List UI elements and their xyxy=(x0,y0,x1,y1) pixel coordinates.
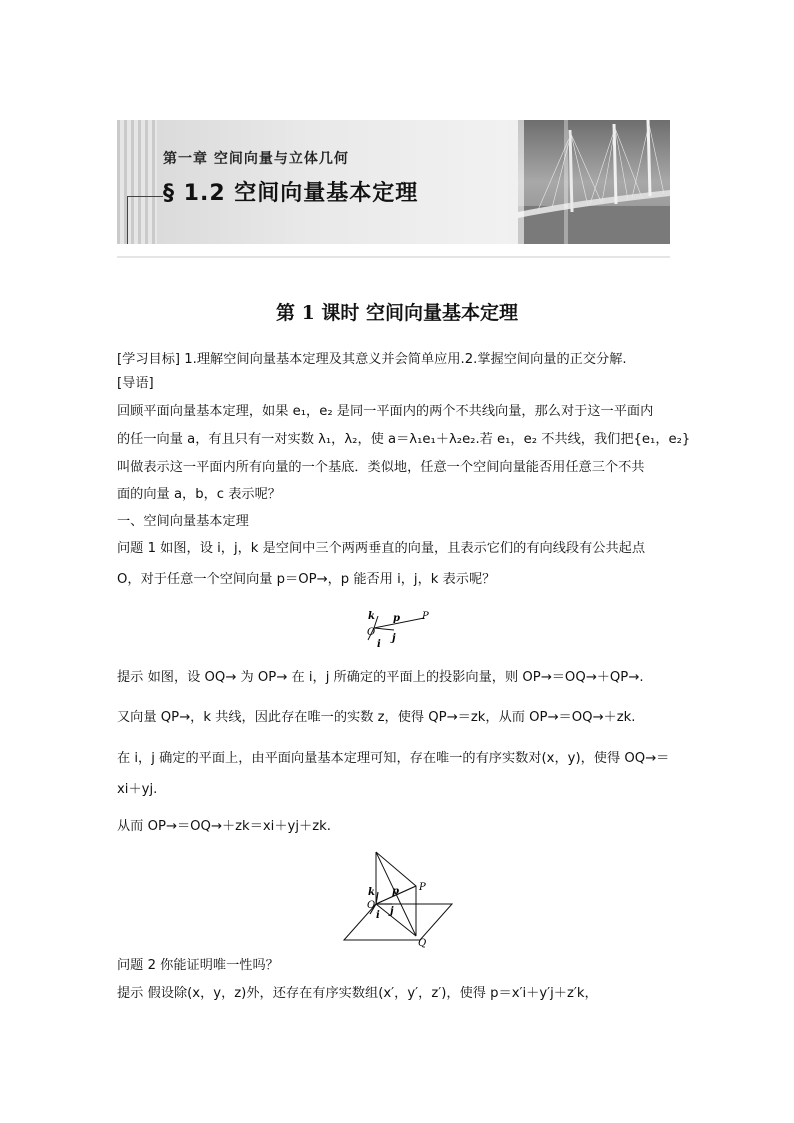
fig1-label-k: k xyxy=(368,611,375,622)
question-1-line-2: O，对于任意一个空间向量 p＝OP→，p 能否用 i，j，k 表示呢？ xyxy=(117,572,496,587)
chapter-title: 第一章 空间向量与立体几何 xyxy=(163,151,349,167)
banner-accent-line xyxy=(127,196,163,197)
fig2-label-O: O xyxy=(367,900,376,911)
intro-text-3: 叫做表示这一平面内所有向量的一个基底．类似地，任意一个空间向量能否用任意三个不共 xyxy=(117,460,645,475)
section-title: § 1.2 空间向量基本定理 xyxy=(163,181,419,206)
question-1-line-1: 问题 1 如图，设 i，j，k 是空间中三个两两垂直的向量，且表示它们的有向线段有公共起点 xyxy=(117,541,646,556)
question-2: 问题 2 你能证明唯一性吗？ xyxy=(117,958,279,973)
section-one-heading: 一、空间向量基本定理 xyxy=(117,514,249,529)
fig2-label-p: p xyxy=(392,886,399,897)
fig2-label-Q: Q xyxy=(418,938,427,949)
fig1-label-j: j xyxy=(392,633,396,644)
intro-text-1: 回顾平面向量基本定理，如果 e₁，e₂ 是同一平面内的两个不共线向量，那么对于这一平面内 xyxy=(117,404,654,419)
intro-text-2: 的任一向量 a，有且只有一对实数 λ₁，λ₂，使 a＝λ₁e₁＋λ₂e₂.若 e₁，e₂ 不共线，我们把{e₁，e₂} xyxy=(117,432,691,447)
fig1-label-p: p xyxy=(393,613,400,624)
hint-1-line-2: 又向量 QP→，k 共线，因此存在唯一的实数 z，使得 QP→＝zk，从而 OP→＝OQ→＋zk. xyxy=(117,710,636,725)
hint-2-line-1: 提示 假设除(x，y，z)外，还存在有序实数组(x′，y′，z′)，使得 p＝x′i＋y′j＋z′k， xyxy=(117,986,598,1001)
hint-1-line-4: xi＋yj. xyxy=(117,782,158,797)
hint-1-line-3: 在 i，j 确定的平面上，由平面向量基本定理可知，存在唯一的有序实数对(x，y)，使得 OQ→＝ xyxy=(117,751,670,766)
lesson-title: 第 1 课时 空间向量基本定理 xyxy=(275,302,519,324)
intro-text-4: 面的向量 a，b，c 表示呢？ xyxy=(117,487,281,502)
learning-goals: [学习目标] 1.理解空间向量基本定理及其意义并会简单应用.2.掌握空间向量的正交分解. xyxy=(117,352,627,367)
hint-1-line-1: 提示 如图，设 OQ→ 为 OP→ 在 i，j 所确定的平面上的投影向量，则 OP→＝OQ→＋QP→. xyxy=(117,670,644,685)
figure-1 xyxy=(360,606,440,654)
fig2-label-i: i xyxy=(376,910,380,921)
figure-2 xyxy=(340,848,456,952)
fig2-label-P: P xyxy=(419,882,426,893)
fig1-label-i: i xyxy=(377,639,381,650)
banner-accent-vline xyxy=(127,196,128,244)
fig1-label-P: P xyxy=(422,611,429,622)
banner-stripes xyxy=(117,120,157,244)
hint-1-line-5: 从而 OP→＝OQ→＋zk＝xi＋yj＋zk. xyxy=(117,819,331,834)
fig2-label-k: k xyxy=(368,887,375,898)
intro-heading: [导语] xyxy=(117,376,154,391)
fig2-label-j: j xyxy=(390,906,394,917)
bridge-photo xyxy=(518,120,670,244)
fig1-label-O: O xyxy=(367,627,376,638)
banner-divider xyxy=(117,256,670,258)
